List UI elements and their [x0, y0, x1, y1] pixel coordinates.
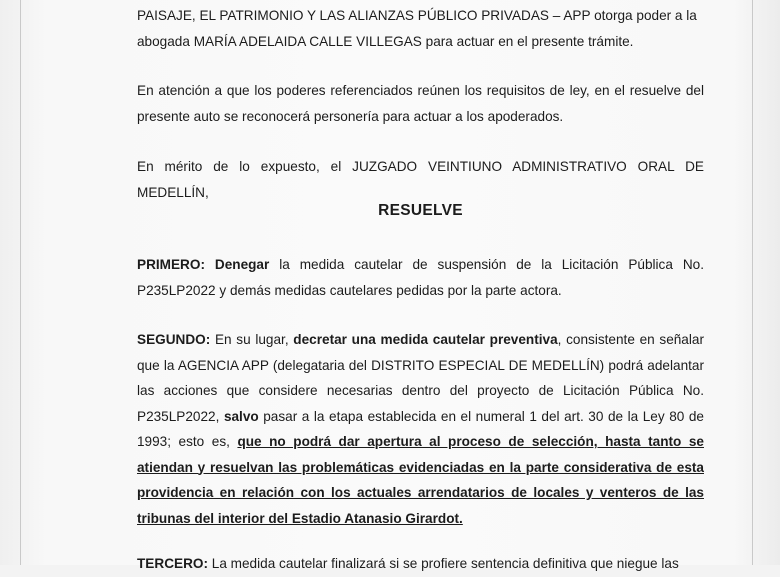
- primero-label: PRIMERO:: [137, 257, 205, 272]
- segundo-label: SEGUNDO:: [137, 332, 211, 347]
- primero-verb: Denegar: [214, 257, 270, 272]
- primero-text: la medida cautelar de suspensión de la Licitación Pública No. P235LP2022 y demás medidas cautelares pedidas por la parte actora.: [137, 257, 704, 298]
- segundo-intro: En su lugar,: [210, 332, 294, 347]
- paragraph-segundo: [137, 327, 704, 531]
- poder-line-2: abogada MARÍA ADELAIDA CALLE VILLEGAS para actuar en el presente trámite.: [137, 33, 634, 49]
- paragraph-primero: [137, 252, 704, 303]
- segundo-text-2: pasar a la etapa establecida en el numeral 1 del art. 30 de la Ley 80 de 1993; esto es,: [137, 408, 704, 449]
- segundo-underlined-condition: que no podrá dar apertura al proceso de selección, hasta tanto se atiendan y resuelvan las problemáticas evidenciadas en la parte considerativa de esta providencia en relación con los actuales arrendatarios de locales y venteros de las tribunas del interior del Estadio Atanasio Girardot.: [137, 434, 704, 526]
- poder-line-1: PAISAJE, EL PATRIMONIO Y LAS ALIANZAS PÚBLICO PRIVADAS – APP otorga poder a la: [137, 8, 697, 23]
- segundo-text-1: , consistente en señalar que la AGENCIA APP (delegataria del DISTRITO ESPECIAL DE MEDELLÍN) podrá adelantar las acciones que considere necesarias dentro del proyecto de Licitación Pública No. P235LP2022,: [137, 332, 704, 424]
- resuelve-title: RESUELVE: [378, 202, 463, 219]
- tercero-label: TERCERO:: [137, 556, 208, 571]
- paragraph-poder: [137, 3, 704, 54]
- paragraph-atencion: En atención a que los poderes referenciados reúnen los requisitos de ley, en el resuelve del presente auto se reconocerá personería para actuar a los apoderados.: [137, 83, 704, 124]
- segundo-bold-decretar: decretar una medida cautelar preventiva: [293, 332, 558, 347]
- tercero-text: La medida cautelar finalizará si se profiere sentencia definitiva que niegue las: [208, 556, 679, 571]
- paragraph-tercero: [137, 551, 704, 577]
- page-edge-right: [752, 0, 753, 565]
- segundo-bold-salvo: salvo: [223, 408, 259, 424]
- page-edge-left: [20, 0, 21, 565]
- paragraph-merito: En mérito de lo expuesto, el JUZGADO VEINTIUNO ADMINISTRATIVO ORAL DE MEDELLÍN,: [137, 159, 704, 200]
